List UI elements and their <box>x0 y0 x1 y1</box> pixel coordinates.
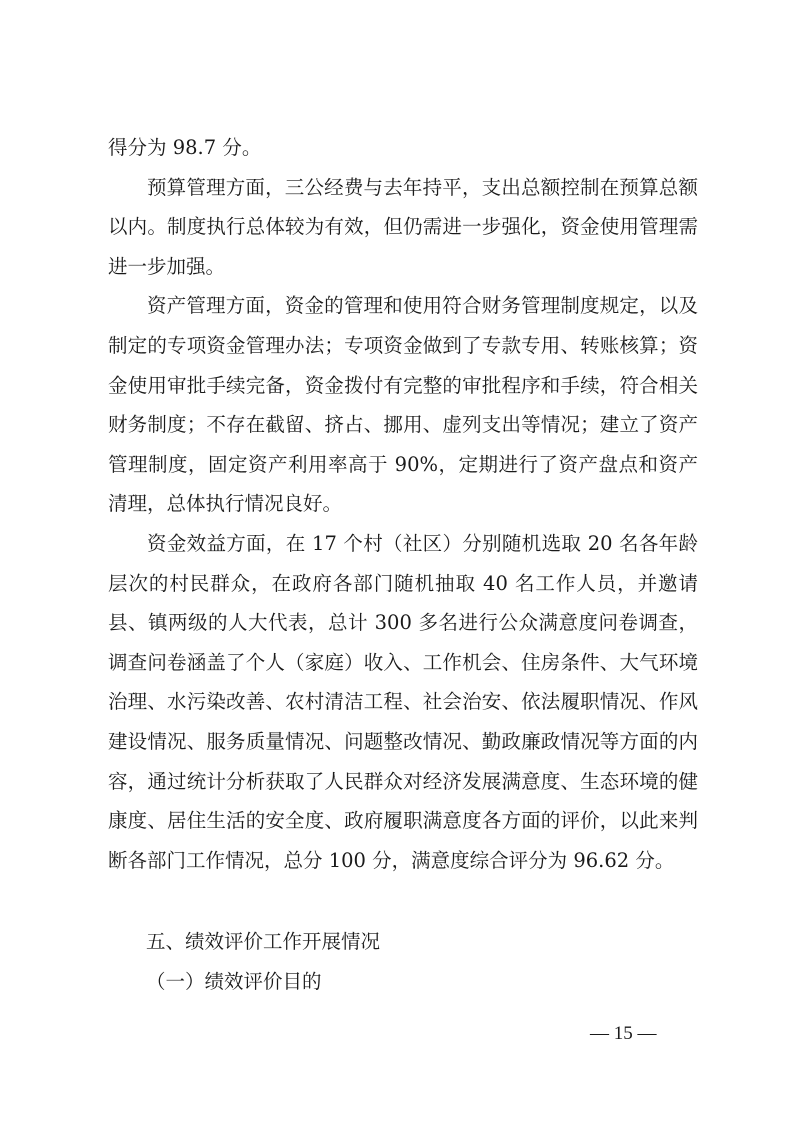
paragraph-fund-effectiveness: 资金效益方面，在 17 个村（社区）分别随机选取 20 名各年龄层次的村民群众，在政府各部门随机抽取 40 名工作人员，并邀请县、镇两级的人大代表，总计 300 多名进行公众满意度问卷调查，调查问卷涵盖了个人（家庭）收入、工作机会、住房条件、大气环境治理、水污染改善、农村清洁工程、社会治安、依法履职情况、作风建设情况、服务质量情况、问题整改情况、勤政廉政情况等方面的内容，通过统计分析获取了人民群众对经济发展满意度、生态环境的健康度、居住生活的安全度、政府履职满意度各方面的评价，以此来判断各部门工作情况，总分 100 分，满意度综合评分为 96.62 分。 <box>108 531 698 872</box>
paragraph-budget-management: 预算管理方面，三公经费与去年持平，支出总额控制在预算总额以内。制度执行总体较为有效，但仍需进一步强化，资金使用管理需进一步加强。 <box>108 175 698 278</box>
paragraph-score-carryover: 得分为 98.7 分。 <box>108 136 262 159</box>
section-heading: 五、绩效评价工作开展情况 <box>146 930 381 953</box>
body-text <box>108 128 698 880</box>
subsection-heading: （一）绩效评价目的 <box>146 970 322 993</box>
paragraph-asset-management: 资产管理方面，资金的管理和使用符合财务管理制度规定，以及制定的专项资金管理办法；专项资金做到了专款专用、转账核算；资金使用审批手续完备，资金拨付有完整的审批程序和手续，符合相关财务制度；不存在截留、挤占、挪用、虚列支出等情况；建立了资产管理制度，固定资产利用率高于 90%，定期进行了资产盘点和资产清理，总体执行情况良好。 <box>108 294 698 516</box>
page-number: — 15 — <box>590 1023 657 1044</box>
